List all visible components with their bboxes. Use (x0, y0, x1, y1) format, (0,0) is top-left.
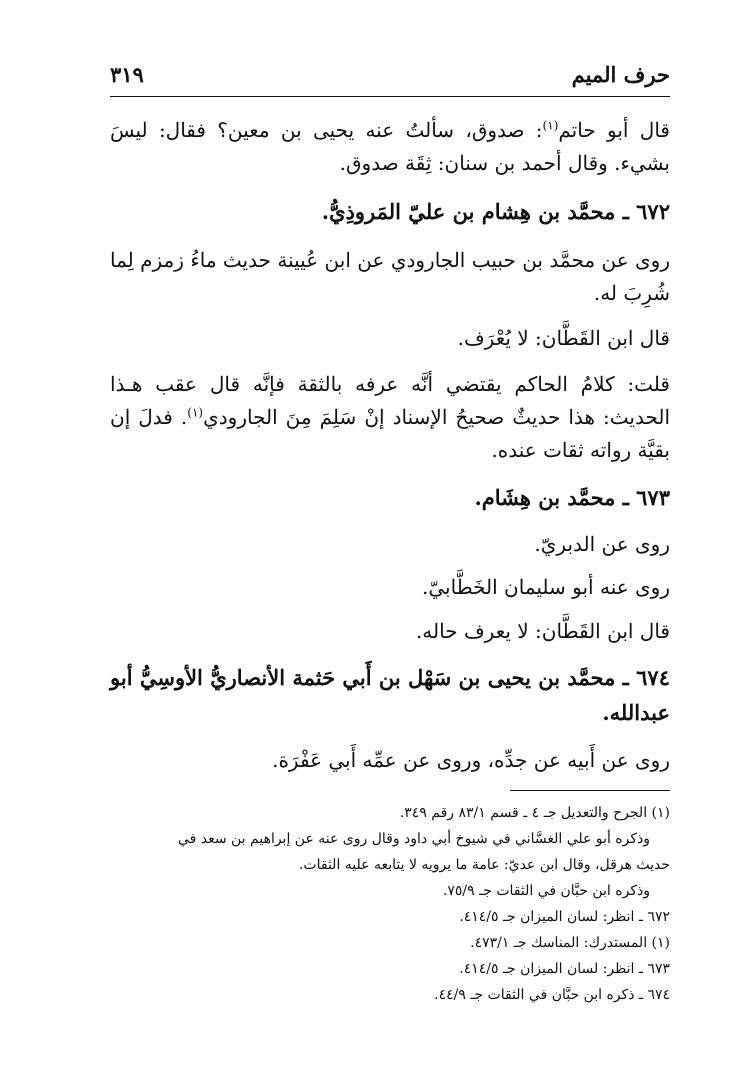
paragraph-text: قلت: كلامُ الحاكم يقتضي أنَّه عرفه بالثقة فإنَّه قال عقب هـذا الحديث: هذا حديثٌ صحيحُ الإسناد إنْ سَلِمَ مِنَ الجارودي (110, 372, 671, 429)
paragraph-text: قال أبو حاتم (558, 118, 670, 142)
page-header (110, 60, 670, 97)
footnote-line: ٦٧٢ ـ انظر: لسان الميزان جـ ٤١٤/٥. (459, 909, 670, 925)
entry-674-narration: روى عن أَبيه عن جدِّه، وروى عن عمِّه أَبي عَفْرَة. (272, 748, 670, 772)
footnotes (110, 800, 670, 1008)
entry-673-narration: روى عن الدبريّ. (534, 532, 670, 556)
footnote-ref: (١) (187, 405, 204, 420)
footnote-line: (١) الجرح والتعديل جـ ٤ ـ قسم ٨٣/١ رقم ٣٤٩. (399, 805, 670, 821)
paragraph-text: : صدوق، سألتُ عنه يحيى بن معين؟ فقال: ليسَ بشيء. وقال أحمد بن سنان: ثِقَة صدوق. (110, 118, 670, 175)
paragraph-text: . فدلَ إن بقيَّة رواته ثقات عنده. (110, 405, 670, 462)
entry-672-comment (110, 368, 670, 467)
entry-672-title: ٦٧٢ ـ محمَّد بن هِشام بن عليّ المَروذِيُّ. (321, 199, 670, 224)
footnote-ref: (١) (542, 118, 559, 133)
paragraph-abu-hatim (110, 114, 670, 180)
footnote-separator (510, 790, 670, 791)
entry-673-narrated-by: روى عنه أبو سليمان الخَطَّابيّ. (422, 575, 670, 599)
entry-672-ibn-qattan: قال ابن القَطَّان: لا يُعْرَف. (457, 326, 670, 350)
entry-673-ibn-qattan: قال ابن القَطَّان: لا يعرف حاله. (415, 619, 670, 643)
chapter-title: حرف الميم (571, 62, 670, 87)
footnote-line: وذكره ابن حبَّان في الثقات جـ ٧٥/٩. (442, 883, 650, 899)
entry-673-title: ٦٧٣ ـ محمَّد بن هِشَام. (474, 485, 670, 510)
footnote-line: وذكره أبو علي الغسَّاني في شيوخ أبي داود وقال روى عنه عن إبراهيم بن سعد في (177, 831, 650, 847)
footnote-line: ٦٧٤ ـ ذكره ابن حبَّان في الثقات جـ ٤٤/٩. (434, 987, 670, 1003)
entry-672-narration: روى عن محمَّد بن حبيب الجارودي عن ابن عُيينة حديث ماءُ زمزم لِما شُرِبَ له. (110, 248, 670, 305)
entry-674-title: ٦٧٤ ـ محمَّد بن يحيى بن سَهْل بن أَبي حَثمة الأنصاريُّ الأوسِيُّ أبو عبدالله. (110, 665, 670, 725)
footnote-line: (١) المستدرك: المناسك جـ ٤٧٣/١. (470, 935, 670, 951)
page-number: ٣١٩ (110, 62, 144, 87)
footnote-line: ٦٧٣ ـ انظر: لسان الميزان جـ ٤١٤/٥. (459, 961, 670, 977)
footnote-line: حديث هرقل، وقال ابن عديّ: عامة ما يرويه لا يتابعه عليه الثقات. (298, 857, 670, 873)
